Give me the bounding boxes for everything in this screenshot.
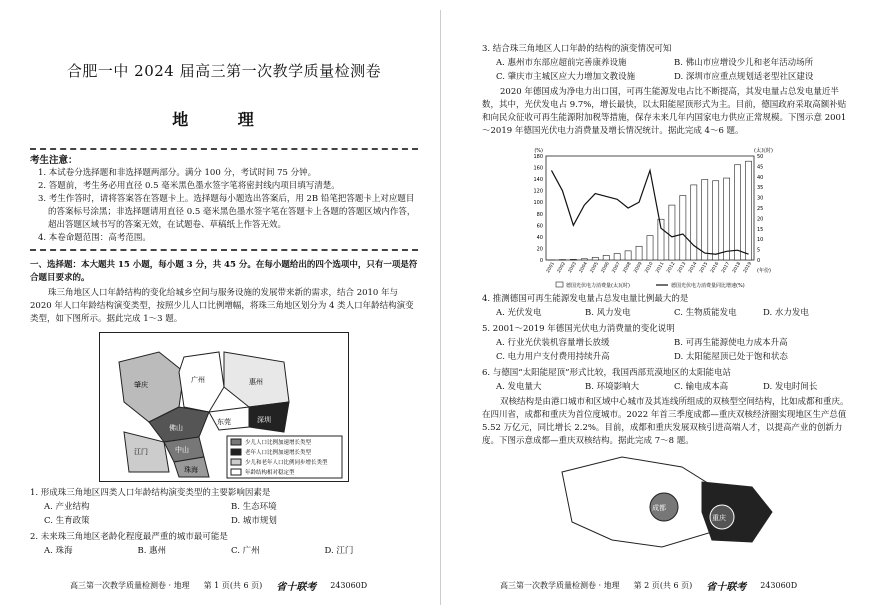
bar-2009 bbox=[636, 246, 642, 260]
x-tick-label: 2010 bbox=[644, 261, 655, 274]
right-footer-code: 243060D bbox=[760, 581, 798, 590]
map-label-foshan: 佛山 bbox=[169, 424, 183, 432]
x-tick-label: 2001 bbox=[546, 261, 557, 274]
left-footer bbox=[70, 578, 367, 593]
x-axis-label: (年份) bbox=[757, 268, 771, 274]
legend-swatch-4 bbox=[231, 469, 241, 475]
legend-label-3: 少儿和老年人口比例同步增长类型 bbox=[245, 460, 328, 466]
question-1-options bbox=[30, 500, 418, 528]
left-tick-label: 0 bbox=[539, 258, 543, 264]
right-page bbox=[440, 0, 870, 615]
left-tick-label: 100 bbox=[533, 200, 543, 207]
legend-label-4: 年龄结构相对稳定型 bbox=[245, 470, 295, 476]
q2-option-c[interactable]: C. 广州 bbox=[231, 546, 260, 556]
right-footer bbox=[500, 578, 797, 593]
right-axis-label: (太瓦时) bbox=[754, 148, 773, 154]
q4-option-b[interactable]: B. 风力发电 bbox=[585, 308, 631, 318]
q6-option-a[interactable]: A. 发电量大 bbox=[496, 382, 542, 392]
left-footer-brand: 省十联考 bbox=[276, 582, 317, 593]
notice-box bbox=[30, 148, 418, 251]
q3-option-a[interactable]: A. 惠州市东部应超前完善康养设施 bbox=[496, 58, 627, 68]
x-tick-label: 2004 bbox=[578, 261, 589, 274]
legend-bar-swatch bbox=[556, 282, 563, 287]
q1-option-d[interactable]: D. 城市规划 bbox=[231, 516, 277, 526]
left-footer-code: 243060D bbox=[330, 581, 368, 590]
x-tick-label: 2009 bbox=[633, 261, 644, 274]
q1-option-c[interactable]: C. 生育政策 bbox=[44, 516, 90, 526]
x-tick-label: 2014 bbox=[688, 261, 699, 274]
q5-option-b[interactable]: B. 可再生能源使电力成本升高 bbox=[674, 338, 788, 348]
left-tick-label: 20 bbox=[536, 246, 543, 253]
right-tick-label: 20 bbox=[757, 216, 764, 223]
right-tick-label: 25 bbox=[757, 206, 764, 212]
prd-map bbox=[99, 332, 349, 482]
notice-title: 考生注意： bbox=[30, 155, 78, 166]
map-label-zhongshan: 中山 bbox=[175, 446, 189, 454]
map-label-dongguan: 东莞 bbox=[217, 418, 231, 426]
q2-option-a[interactable]: A. 珠海 bbox=[44, 546, 73, 556]
bar-2004 bbox=[581, 259, 587, 260]
legend-line-label: 德国光伏电力消费量同比增速(%) bbox=[671, 283, 745, 289]
right-tick-label: 15 bbox=[757, 226, 764, 233]
q3-option-c[interactable]: C. 肇庆市主城区应大力增加文教设施 bbox=[496, 72, 636, 82]
x-tick-label: 2018 bbox=[732, 261, 743, 274]
bar-2013 bbox=[680, 196, 686, 260]
exam-title: 合肥一中 2024 届高三第一次教学质量检测卷 bbox=[66, 62, 382, 80]
sichuan-outline bbox=[562, 457, 722, 547]
question-1: 1. 形成珠三角地区四类人口年龄结构演变类型的主要影响因素是 bbox=[30, 488, 271, 498]
q6-option-b[interactable]: B. 环境影响大 bbox=[585, 382, 640, 392]
x-tick-label: 2008 bbox=[622, 261, 633, 274]
q3-option-b[interactable]: B. 佛山市应增设少儿和老年活动场所 bbox=[674, 58, 814, 68]
map-label-zhaoqing: 肇庆 bbox=[134, 381, 148, 389]
bar-2015 bbox=[702, 180, 708, 260]
bar-2018 bbox=[735, 165, 741, 260]
bar-2012 bbox=[669, 205, 675, 260]
question-5-options bbox=[482, 336, 852, 364]
x-tick-label: 2005 bbox=[589, 261, 600, 274]
right-footer-page: 第 2 页(共 6 页) bbox=[633, 581, 693, 590]
bar-2019 bbox=[745, 161, 751, 260]
question-4: 4. 推测德国可再生能源发电量占总发电量比例最大的是 bbox=[482, 294, 689, 304]
question-6: 6. 与德国“太阳能屋顶”形式比较，我国西部荒漠地区的太阳能电站 bbox=[482, 368, 732, 378]
q6-option-d[interactable]: D. 发电时间长 bbox=[763, 382, 818, 392]
left-tick-label: 160 bbox=[533, 165, 543, 172]
subject-title: 地 理 bbox=[172, 110, 276, 129]
q6-option-c[interactable]: C. 输电成本高 bbox=[674, 382, 729, 392]
left-tick-label: 40 bbox=[536, 234, 543, 241]
x-tick-label: 2007 bbox=[611, 261, 622, 274]
passage-3: 双核结构是由港口城市和区域中心城市及其连线所组成的双核型空间结构，比如成都和重庆。在四川省，成都和重庆为首位度城市。2022 年首三季度成都—重庆双核经济圈实现地区生产总值 5.52 万亿元，同比增长 2.2%。目前，成都和重庆发展双核引进高端人才，以提高产业的创新力度。下图示意成都—重庆双核结构。据此完成 7～8 题。 bbox=[482, 397, 849, 446]
right-footer-title: 高三第一次教学质量检测卷 · 地理 bbox=[500, 581, 620, 590]
pv-chart bbox=[522, 142, 782, 290]
q4-option-c[interactable]: C. 生物质能发电 bbox=[674, 308, 737, 318]
bar-2008 bbox=[625, 251, 631, 260]
left-tick-label: 180 bbox=[533, 154, 543, 160]
map2-label-chengdu: 成都 bbox=[652, 504, 666, 512]
x-tick-label: 2017 bbox=[721, 261, 732, 274]
x-tick-label: 2019 bbox=[743, 261, 754, 274]
notice-item-1: 1. 本试卷分选择题和非选择题两部分。满分 100 分，考试时间 75 分钟。 bbox=[38, 168, 317, 178]
map2-label-chongqing: 重庆 bbox=[712, 514, 726, 522]
right-tick-label: 40 bbox=[757, 174, 764, 181]
right-tick-label: 30 bbox=[757, 195, 764, 202]
legend-swatch-3 bbox=[231, 459, 241, 465]
right-tick-label: 10 bbox=[757, 237, 764, 244]
bar-2016 bbox=[713, 181, 719, 260]
left-footer-title: 高三第一次教学质量检测卷 · 地理 bbox=[70, 581, 190, 590]
map-label-guangzhou: 广州 bbox=[191, 376, 205, 384]
q5-option-a[interactable]: A. 行业光伏装机容量增长放缓 bbox=[496, 338, 610, 348]
q1-option-a[interactable]: A. 产业结构 bbox=[44, 502, 90, 512]
question-3-options bbox=[482, 56, 852, 84]
legend-swatch-1 bbox=[231, 439, 241, 445]
legend-label-1: 少儿人口比例加速增长类型 bbox=[245, 440, 312, 446]
bar-2006 bbox=[603, 255, 609, 260]
map-label-huizhou: 惠州 bbox=[249, 378, 263, 386]
x-tick-label: 2003 bbox=[567, 261, 578, 274]
bar-2014 bbox=[691, 185, 697, 260]
map-label-jiangmen: 江门 bbox=[134, 448, 148, 456]
map-label-zhuhai: 珠海 bbox=[184, 466, 198, 474]
right-footer-brand: 省十联考 bbox=[706, 582, 747, 593]
notice-item-3: 3. 考生作答时，请将答案答在答题卡上。选择题每小题选出答案后，用 2B 铅笔把答题卡上对应题目的答案标号涂黑；非选择题请用直径 0.5 毫米黑色墨水签字笔在答题卡上各题的答题区域内作答，超出答题区域书写的答案无效，在试题卷、草稿纸上作答无效。 bbox=[38, 194, 416, 230]
x-tick-label: 2013 bbox=[677, 261, 688, 274]
legend-bar-label: 德国光伏电力消费量(太瓦时) bbox=[566, 283, 630, 289]
map-label-shenzhen: 深圳 bbox=[257, 416, 271, 424]
passage-1: 珠三角地区人口年龄结构的变化给城乡空间与服务设施的发展带来新的需求，结合 2010 年与 2020 年人口年龄结构演变类型，按照少儿人口比例增幅，将珠三角地区划分为 4 类人口年龄结构演变类型，如下图所示。据此完成 1～3 题。 bbox=[30, 288, 414, 324]
question-6-options bbox=[482, 380, 852, 394]
x-tick-label: 2016 bbox=[710, 261, 721, 274]
q5-option-d[interactable]: D. 太阳能屋顶已处于饱和状态 bbox=[674, 352, 788, 362]
question-4-options bbox=[482, 306, 852, 320]
left-tick-label: 120 bbox=[533, 188, 543, 195]
notice-item-4: 4. 本卷命题范围：高考范围。 bbox=[38, 233, 151, 243]
x-tick-label: 2015 bbox=[699, 261, 710, 274]
bar-2007 bbox=[614, 254, 620, 260]
right-tick-label: 35 bbox=[757, 185, 764, 192]
question-2-options bbox=[30, 544, 418, 558]
question-3: 3. 结合珠三角地区人口年龄的结构的演变情况可知 bbox=[482, 44, 672, 54]
left-footer-page: 第 1 页(共 6 页) bbox=[203, 581, 263, 590]
question-2: 2. 未来珠三角地区老龄化程度最严重的城市最可能是 bbox=[30, 532, 228, 542]
x-tick-label: 2002 bbox=[556, 261, 568, 274]
q2-option-d[interactable]: D. 江门 bbox=[324, 546, 354, 556]
bar-2003 bbox=[570, 259, 576, 260]
q4-option-a[interactable]: A. 光伏发电 bbox=[496, 308, 542, 318]
q1-option-b[interactable]: B. 生态环境 bbox=[231, 502, 277, 512]
legend-label-2: 老年人口比例加速增长类型 bbox=[245, 450, 312, 456]
q3-option-d[interactable]: D. 深圳市应重点规划适老型社区建设 bbox=[674, 72, 814, 82]
notice-item-2: 2. 答题前，考生务必用直径 0.5 毫米黑色墨水签字笔将密封线内项目填写清楚。 bbox=[38, 181, 340, 191]
right-tick-label: 50 bbox=[757, 154, 764, 160]
bar-2005 bbox=[592, 257, 598, 260]
left-tick-label: 60 bbox=[536, 223, 543, 230]
bar-2017 bbox=[724, 178, 730, 260]
q5-option-c[interactable]: C. 电力用户支付费用持续升高 bbox=[496, 352, 610, 362]
right-tick-label: 5 bbox=[757, 247, 761, 254]
left-axis-label: (%) bbox=[534, 148, 543, 154]
q2-option-b[interactable]: B. 惠州 bbox=[137, 546, 167, 556]
section-1-heading: 一、选择题：本大题共 15 小题，每小题 3 分，共 45 分。在每小题给出的四个选项中，只有一项是符合题目要求的。 bbox=[30, 260, 418, 283]
x-tick-label: 2012 bbox=[666, 261, 677, 274]
question-5: 5. 2001～2019 年德国光伏电力消费量的变化说明 bbox=[482, 324, 675, 334]
left-tick-label: 140 bbox=[533, 177, 543, 184]
q4-option-d[interactable]: D. 水力发电 bbox=[763, 308, 809, 318]
chengdu-chongqing-map bbox=[552, 452, 782, 552]
x-tick-label: 2011 bbox=[655, 261, 666, 274]
right-tick-label: 45 bbox=[757, 164, 764, 171]
passage-2: 2020 年德国成为净电力出口国，可再生能源发电占比不断提高，其发电量占总发电量近半数，其中，光伏发电占 9.7%，增长最快，以太阳能屋顶形式为主。目前，德国政府采取高额补贴和向民众征收可再生能源附加税等措施，保存未来几年内国家电力供应正常规模。下图示意 2001～2019 年德国光伏电力消费量及增长情况统计。据此完成 4～6 题。 bbox=[482, 87, 847, 136]
legend-swatch-2 bbox=[231, 449, 241, 455]
x-tick-label: 2006 bbox=[600, 261, 611, 274]
left-tick-label: 80 bbox=[536, 211, 543, 218]
bar-2010 bbox=[647, 236, 653, 260]
right-tick-label: 0 bbox=[757, 258, 761, 264]
